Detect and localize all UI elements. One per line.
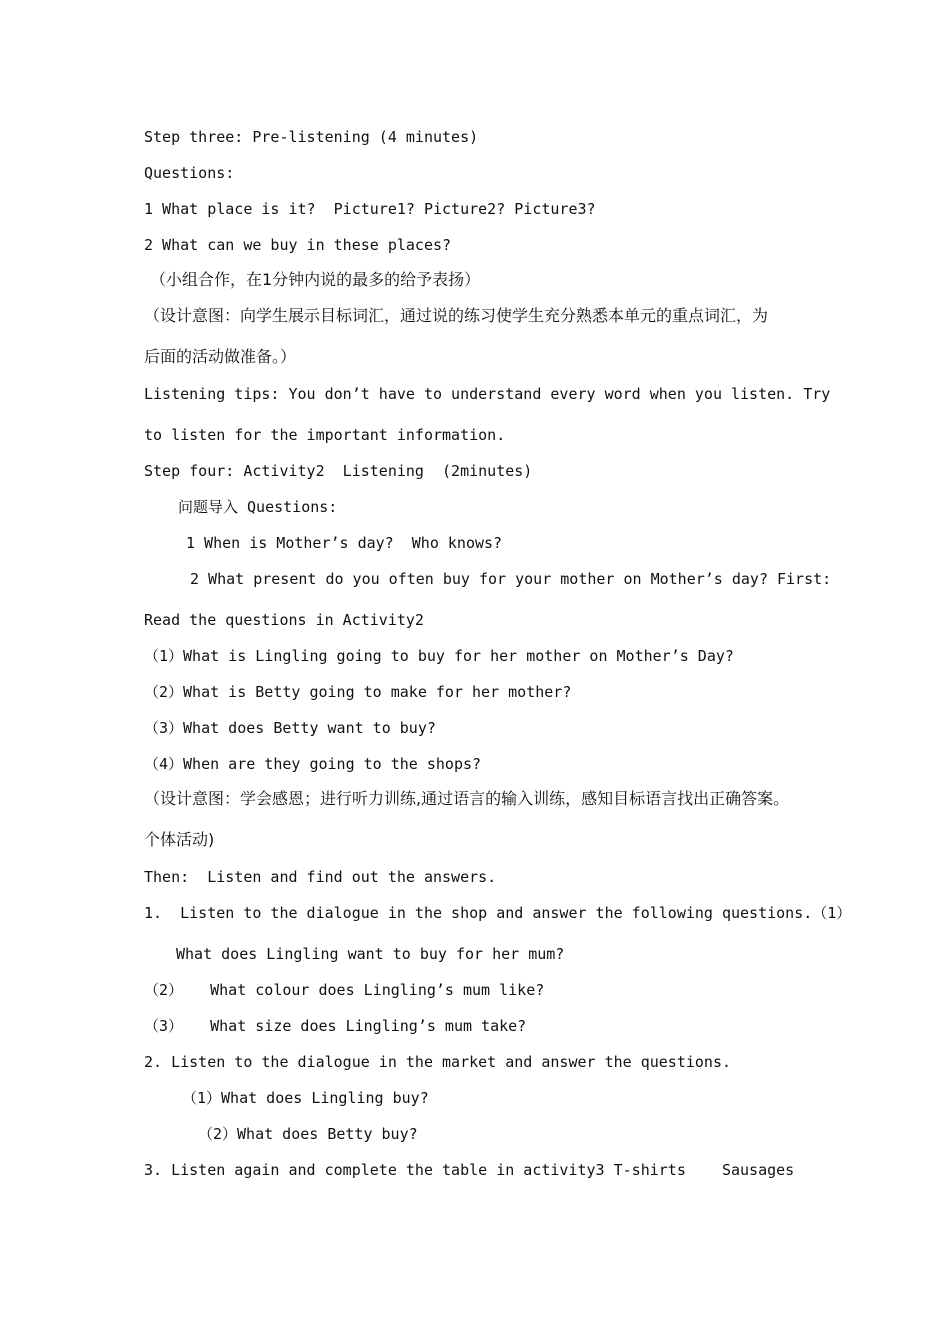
questions-label: Questions: [144, 164, 235, 182]
activity2-question: （4）When are they going to the shops? [144, 755, 482, 773]
task-two-question: （2）What does Betty buy? [198, 1125, 418, 1143]
intro-question: 2 What present do you often buy for your mother on Mother’s day? First: [190, 570, 832, 588]
then-instruction: Then: Listen and find out the answers. [144, 868, 497, 886]
questions-intro: 问题导入 Questions: [178, 498, 338, 516]
question-line: 1 What place is it? Picture1? Picture2? Picture3? [144, 200, 596, 218]
task-one-question: （3） What size does Lingling’s mum take? [144, 1017, 527, 1035]
design-intent-note: （设计意图：学会感恩；进行听力训练,通过语言的输入训练，感知目标语言找出正确答案。 [144, 789, 790, 808]
design-intent-note: （设计意图：向学生展示目标词汇，通过说的练习使学生充分熟悉本单元的重点词汇，为 [144, 306, 769, 325]
activity2-question: （3）What does Betty want to buy? [144, 719, 436, 737]
activity2-question: （1）What is Lingling going to buy for her mother on Mother’s Day? [144, 647, 734, 665]
task-two-question: （1）What does Lingling buy? [182, 1089, 429, 1107]
intro-question: 1 When is Mother’s day? Who knows? [186, 534, 503, 552]
listening-tips: Listening tips: You don’t have to understand every word when you listen. Try [144, 385, 831, 403]
group-work-note: （小组合作，在1分钟内说的最多的给予表扬） [150, 270, 481, 289]
task-two: 2. Listen to the dialogue in the market and answer the questions. [144, 1053, 731, 1071]
task-one-question: （2） What colour does Lingling’s mum like? [144, 981, 545, 999]
step-four-heading: Step four: Activity2 Listening (2minutes) [144, 462, 533, 480]
task-one: 1. Listen to the dialogue in the shop and answer the following questions.（1） [144, 904, 852, 922]
task-three: 3. Listen again and complete the table in activity3 T-shirts Sausages [144, 1161, 795, 1179]
task-one-question: What does Lingling want to buy for her mum? [176, 945, 565, 963]
individual-activity-note: 个体活动) [144, 830, 215, 849]
activity2-question: （2）What is Betty going to make for her mother? [144, 683, 572, 701]
listening-tips-cont: to listen for the important information. [144, 426, 506, 444]
question-line: 2 What can we buy in these places? [144, 236, 452, 254]
design-intent-note-cont: 后面的活动做准备。） [144, 347, 297, 366]
step-three-heading: Step three: Pre-listening (4 minutes) [144, 128, 479, 146]
read-questions-line: Read the questions in Activity2 [144, 611, 424, 629]
